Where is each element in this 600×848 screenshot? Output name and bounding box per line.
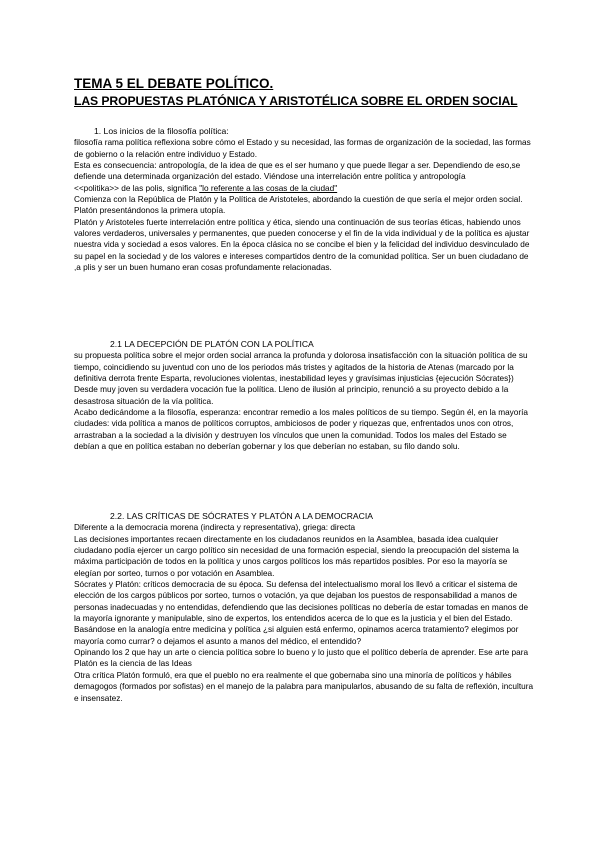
paragraph: filosofía rama política reflexiona sobre cómo el Estado y su necesidad, las formas de organización de la sociedad, las formas de gobierno o la relación entre individuo y Estado.	[74, 138, 531, 159]
document-subtitle: LAS PROPUESTAS PLATÓNICA Y ARISTOTÉLICA SOBRE EL ORDEN SOCIAL	[74, 94, 518, 108]
paragraph: Las decisiones importantes recaen directamente en los ciudadanos reunidos en la Asamblea, basada idea cualquier ciudadano podía ejercer un cargo político sin necesidad de una formación especial, siendo la preocupación del sistema la máxima participación de todos en la política y unos cargos políticos los más repartidos posibles. Por eso la mayoría se elegían por sorteo, turnos o por votación en Asamblea.	[74, 534, 519, 578]
section-2-2	[74, 511, 534, 704]
paragraph: su propuesta política sobre el mejor orden social arranca la profunda y dolorosa insatisfacción con la situación política de su tiempo, coincidiendo su juventud con uno de los periodos más tristes y agitados de la historia de Atenas (marcado por la definitiva derrota frente Esparta, revoluciones violentas, inestabilidad leyes y gravísimas injusticias {ejecución Sócrates})	[74, 351, 528, 384]
politika-definition: <<politika>> de las polis, significa	[74, 183, 200, 193]
paragraph: Esta es consecuencia: antropología, de la idea de que es el ser humano y que puede llegar a ser. Dependiendo de eso,se defiende una determinada organización del estado. Viéndose una interrelación entre política y antropología	[74, 161, 521, 182]
section-2-2-heading: 2.2. LAS CRÍTICAS DE SÓCRATES Y PLATÓN A LA DEMOCRACIA	[110, 511, 373, 521]
paragraph: Opinando los 2 que hay un arte o ciencia política sobre lo bueno y lo justo que el político debería de aprender. Ese arte para Platón es la ciencia de las Ideas	[74, 648, 529, 669]
paragraph: Acabo dedicándome a la filosofía, esperanza: encontrar remedio a los males políticos de su tiempo. Según él, en la mayoría ciudades: vida política a manos de políticos corruptos, ambiciosos de poder y riquezas que, enfrentados unos con otros, arrastraban a la sociedad a la división y destruyen los vínculos que unen la comunidad. Todos los males del Estado se debían a que en política estaban no deberían gobernar y los que deberían no estaban, su filo dando solu.	[74, 408, 529, 452]
paragraph: Comienza con la República de Platón y la Política de Aristoteles, abordando la cuestión de que sería el mejor orden social. Platón presentándonos la primera utopía.	[74, 195, 523, 216]
politika-meaning: "lo referente a las cosas de la ciudad"	[199, 183, 338, 193]
paragraph: Desde muy joven su verdadera vocación fue la política. Lleno de ilusión al principio, renunció a su proyecto debido a la desastrosa situación de la vía política.	[74, 385, 509, 406]
paragraph: Diferente a la democracia morena (indirecta y representativa), griega: directa	[74, 523, 356, 533]
section-1	[74, 126, 534, 273]
paragraph: Sócrates y Platón: críticos democracia de su época. Su defensa del intelectualismo moral los llevó a criticar el sistema de elección de los cargos públicos por sorteo, turnos o votación, ya que dejaban los puestos de responsabilidad a manos de personas inadecuadas y no entendidas, defendiendo que las decisiones políticas no debería de estar tomadas en manos de la mayoría ignorante y manipulable, sino de expertos, los entendidos acerca de lo que es la justicia y el bien del Estado. Basándose en la analogía entre medicina y política ¿si alguien está enfermo, opinamos acerca tratamiento? elegimos por mayoría como currar? o dejamos el asunto a manos del médico, el entendido?	[74, 580, 529, 646]
paragraph: Platón y Aristoteles fuerte interrelación entre política y ética, siendo una continuación de sus teorías éticas, habiendo unos valores verdaderos, universales y permanentes, que pueden conocerse y el fin de la vida individual y de la política es ajustar nuestra vida y sociedad a esos valores. En la época clásica no se concibe el bien y la felicidad del individuo desvinculado de su papel en la sociedad y de los valores e intereses compartidos dentro de la comunidad política. Ser un buen ciudadano de ,a plis y ser un buen humano eran cosas profundamente relacionadas.	[74, 217, 530, 273]
paragraph: Otra crítica Platón formuló, era que el pueblo no era realmente el que gobernaba sino una minoría de políticos y hábiles demagogos (formados por sofistas) en el manejo de la palabra para manipularlos, abusando de su falta de reflexión, incultura e insensatez.	[74, 670, 534, 703]
section-2-1-heading: 2.1 LA DECEPCIÓN DE PLATÓN CON LA POLÍTICA	[110, 339, 314, 349]
section-1-heading: 1. Los inicios de la filosofía política:	[94, 126, 229, 136]
document-title: TEMA 5 EL DEBATE POLÍTICO.	[74, 76, 274, 91]
section-2-1	[74, 339, 530, 452]
paragraph	[74, 183, 534, 194]
